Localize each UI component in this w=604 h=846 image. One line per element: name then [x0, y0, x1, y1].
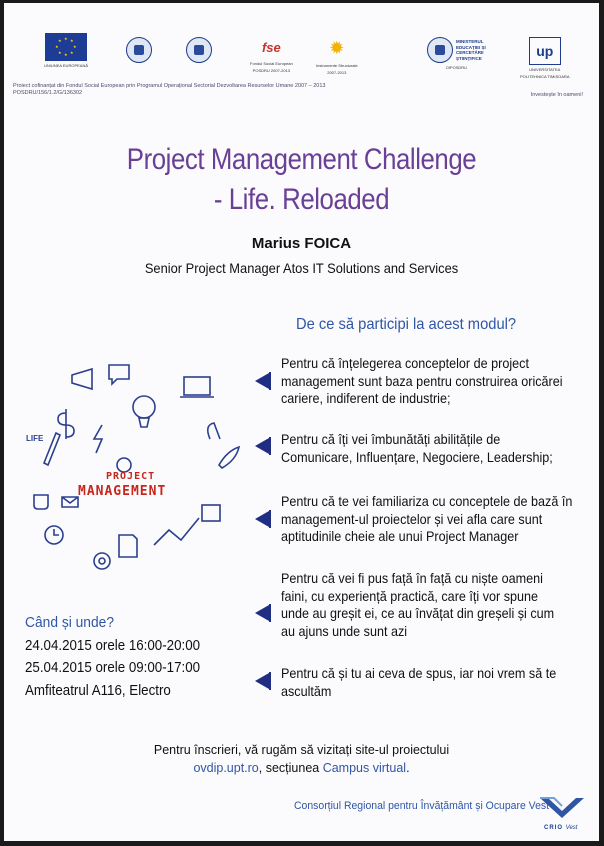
signup-end: .	[406, 761, 410, 775]
campus-virtual-link[interactable]: Campus virtual	[322, 761, 407, 775]
speaker-role: Senior Project Manager Atos IT Solutions and Services	[144, 260, 459, 276]
upt-mark: up	[529, 37, 561, 65]
upt-caption-1: UNIVERSITATEA	[529, 67, 561, 72]
title-line-1: Project Management Challenge	[126, 143, 477, 176]
reason-item: Pentru că îți vei îmbunătăți abilitățile de Comunicare, Influențare, Negociere, Leadership;	[281, 431, 553, 465]
logo-strip	[4, 33, 599, 81]
eu-flag-icon: ★ ★ ★ ★ ★ ★ ★ ★	[45, 33, 87, 61]
doc-icon	[119, 535, 137, 557]
arrow-left-icon	[255, 673, 269, 689]
ministry-logo	[427, 37, 486, 70]
ministry-name-1: MINISTERUL	[456, 39, 484, 44]
title-line-2: - Life. Reloaded	[213, 183, 390, 216]
structural-instruments-logo	[316, 35, 358, 75]
eu-logo	[44, 33, 88, 68]
life-tag: LIFE	[26, 434, 44, 443]
government-seal-2	[186, 37, 212, 63]
target-icon	[94, 553, 110, 569]
is-caption-2: 2007-2013	[327, 70, 347, 75]
crio-suffix: Vest	[565, 825, 578, 831]
fse-logo	[250, 35, 293, 73]
upt-logo	[520, 37, 570, 79]
crio-mark: CRIO	[544, 825, 563, 831]
arrow-left-icon	[255, 605, 269, 621]
when-heading: Când și unde?	[25, 614, 115, 631]
ministry-name-4: ȘTIINȚIFICE	[456, 55, 482, 61]
coat-of-arms-icon	[186, 37, 212, 63]
megaphone-icon	[72, 369, 92, 389]
ministry-name-3: CERCETĂRII	[456, 50, 484, 55]
date-line-2: 25.04.2015 orele 09:00-17:00	[25, 660, 201, 676]
crio-logo	[536, 792, 588, 828]
signup-info	[4, 741, 599, 777]
badge-management: MANAGEMENT	[78, 484, 167, 499]
upt-caption-2: POLITEHNICA TIMIȘOARA	[520, 74, 570, 79]
date-line-1: 24.04.2015 orele 16:00-20:00	[25, 638, 201, 654]
rocket-icon	[219, 447, 239, 468]
project-website-link[interactable]: ovdip.upt.ro	[193, 761, 259, 775]
ministry-name-2: EDUCAȚIEI ȘI	[456, 44, 486, 50]
reason-item: Pentru că înțelegerea conceptelor de project management sunt baza pentru construirea oricărei cariere, indiferent de industrie;	[281, 355, 563, 406]
reason-item: Pentru că și tu ai ceva de spus, iar noi vrem să te ascultăm	[281, 665, 557, 699]
signup-line-1: Pentru înscrieri, vă rugăm să vizitați site-ul proiectului	[153, 743, 450, 757]
government-seal-1	[126, 37, 152, 63]
chart-icon	[154, 518, 199, 545]
lightbulb-base	[139, 418, 149, 427]
badge-project: PROJECT	[106, 471, 156, 482]
fse-caption-2: POSDRU 2007-2013	[252, 68, 291, 73]
poster-page	[4, 3, 599, 841]
stars-icon: ✹	[329, 37, 345, 58]
speech-bubble-icon	[109, 365, 129, 384]
mail-icon	[62, 497, 78, 507]
project-management-illustration	[14, 355, 262, 591]
consortium-name: Consorțiul Regional pentru Învățământ și Ocupare Vest	[294, 800, 550, 812]
slogan: Investește în oameni!	[530, 92, 583, 98]
why-heading: De ce să participi la acest modul?	[296, 316, 517, 333]
eu-caption: UNIUNEA EUROPEANĂ	[44, 63, 89, 68]
speaker-name: Marius FOICA	[251, 235, 352, 252]
reason-item: Pentru că te vei familiariza cu conceptele de bază în management-ul proiectelor și vei afla care sunt aptitudinile cheie ale unui Project Manager	[281, 493, 573, 544]
location-line: Amfiteatrul A116, Electro	[25, 683, 171, 699]
clock-hands	[54, 529, 59, 535]
hand-icon	[208, 423, 220, 439]
project-note-line-1: Proiect cofinanțat din Fondul Social European prin Programul Operațional Sectorial Dezvoltarea Resurselor Umane 2007 – 2013	[13, 83, 326, 89]
calendar-icon	[202, 505, 220, 521]
coffee-icon	[34, 495, 48, 509]
project-note-line-2: POSDRU/156/1.2/G/136302	[13, 90, 83, 96]
coat-of-arms-icon	[126, 37, 152, 63]
is-caption-1: Instrumente Structurale	[316, 63, 358, 68]
pencil-icon	[44, 433, 60, 465]
reason-item: Pentru că vei fi pus față în față cu niște oameni faini, cu experiență practică, care îți vor spune unde au greșit ei, ce au învățat din greșeli și cum au ajuns unde sunt azi	[281, 570, 555, 639]
signup-middle: , secțiunea	[258, 761, 323, 775]
lightning-icon	[94, 425, 102, 453]
laptop-icon	[184, 377, 210, 395]
ministry-caption: OIPOSDRU	[445, 65, 468, 70]
fse-icon: fse	[261, 39, 281, 55]
crio-wordmark	[544, 825, 577, 831]
coat-of-arms-icon	[427, 37, 453, 63]
gear-icon	[117, 458, 131, 472]
lightbulb-icon	[133, 396, 155, 418]
project-funding-note	[13, 83, 373, 97]
fse-caption-1: Fondul Social European	[250, 61, 293, 66]
